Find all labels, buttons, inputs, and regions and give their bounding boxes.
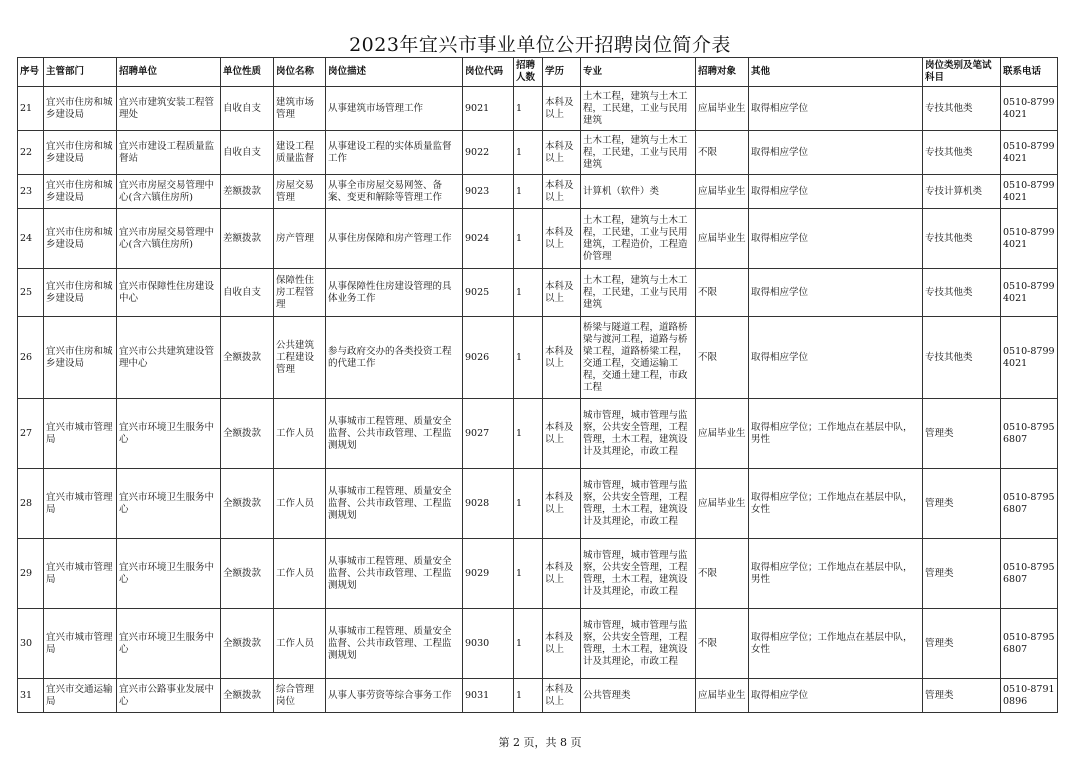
table-cell: 1 (514, 175, 543, 209)
table-cell: 应届毕业生 (696, 679, 749, 713)
table-cell: 宜兴市城市管理局 (44, 609, 117, 679)
table-cell: 不限 (696, 269, 749, 317)
table-cell: 0510-87994021 (1001, 131, 1058, 175)
header-cell: 岗位描述 (326, 58, 463, 87)
table-cell: 1 (514, 679, 543, 713)
header-cell: 联系电话 (1001, 58, 1058, 87)
table-row (18, 87, 1058, 131)
table-cell: 土木工程，建筑与土木工程，工民建，工业与民用建筑 (581, 269, 696, 317)
table-cell: 取得相应学位 (749, 131, 923, 175)
table-cell: 管理类 (923, 679, 1001, 713)
table-cell: 取得相应学位；工作地点在基层中队，男性 (749, 399, 923, 469)
table-cell: 从事城市工程管理、质量安全监督、公共市政管理、工程监测规划 (326, 469, 463, 539)
table-cell: 差额拨款 (221, 209, 274, 269)
table-cell: 1 (514, 399, 543, 469)
table-cell: 从事保障性住房建设管理的具体业务工作 (326, 269, 463, 317)
table-cell: 全额拨款 (221, 317, 274, 399)
table-cell: 管理类 (923, 469, 1001, 539)
table-cell: 取得相应学位；工作地点在基层中队，男性 (749, 539, 923, 609)
table-cell: 本科及以上 (543, 87, 581, 131)
table-cell: 宜兴市环境卫生服务中心 (117, 399, 221, 469)
page-footer: 第 2 页，共 8 页 (498, 736, 582, 749)
table-cell: 取得相应学位 (749, 209, 923, 269)
table-cell: 工作人员 (274, 469, 326, 539)
table-cell: 1 (514, 317, 543, 399)
table-cell: 宜兴市环境卫生服务中心 (117, 539, 221, 609)
table-cell: 1 (514, 269, 543, 317)
table-cell: 1 (514, 87, 543, 131)
table-cell: 本科及以上 (543, 269, 581, 317)
table-cell: 专技其他类 (923, 269, 1001, 317)
table-row (18, 539, 1058, 609)
table-cell: 取得相应学位 (749, 679, 923, 713)
table-cell: 公共建筑工程建设管理 (274, 317, 326, 399)
table-cell: 城市管理，城市管理与监察，公共安全管理，工程管理，土木工程，建筑设计及其理论，市政工程 (581, 469, 696, 539)
table-cell: 土木工程，建筑与土木工程，工民建，工业与民用建筑 (581, 131, 696, 175)
header-cell: 单位性质 (221, 58, 274, 87)
table-row (18, 175, 1058, 209)
table-cell: 9022 (463, 131, 514, 175)
table-cell: 全额拨款 (221, 679, 274, 713)
table-cell: 28 (18, 469, 44, 539)
table-cell: 宜兴市建筑安装工程管理处 (117, 87, 221, 131)
table-cell: 宜兴市城市管理局 (44, 399, 117, 469)
table-cell: 差额拨款 (221, 175, 274, 209)
header-cell: 招聘单位 (117, 58, 221, 87)
table-cell: 专技其他类 (923, 131, 1001, 175)
table-cell: 宜兴市交通运输局 (44, 679, 117, 713)
table-cell: 29 (18, 539, 44, 609)
table-cell: 宜兴市住房和城乡建设局 (44, 87, 117, 131)
table-cell: 1 (514, 469, 543, 539)
table-cell: 取得相应学位 (749, 87, 923, 131)
table-cell: 0510-87910896 (1001, 679, 1058, 713)
table-cell: 宜兴市城市管理局 (44, 539, 117, 609)
table-cell: 9029 (463, 539, 514, 609)
table-cell: 宜兴市房屋交易管理中心(含六镇住房所) (117, 209, 221, 269)
table-cell: 1 (514, 609, 543, 679)
table-cell: 本科及以上 (543, 317, 581, 399)
table-cell: 9030 (463, 609, 514, 679)
table-cell: 从事城市工程管理、质量安全监督、公共市政管理、工程监测规划 (326, 539, 463, 609)
table-cell: 工作人员 (274, 399, 326, 469)
table-cell: 城市管理，城市管理与监察，公共安全管理，工程管理，土木工程，建筑设计及其理论，市政工程 (581, 399, 696, 469)
table-cell: 不限 (696, 131, 749, 175)
table-cell: 取得相应学位 (749, 269, 923, 317)
table-cell: 宜兴市房屋交易管理中心(含六镇住房所) (117, 175, 221, 209)
table-cell: 计算机（软件）类 (581, 175, 696, 209)
table-cell: 全额拨款 (221, 399, 274, 469)
header-cell: 专业 (581, 58, 696, 87)
table-cell: 从事住房保障和房产管理工作 (326, 209, 463, 269)
table-cell: 0510-87994021 (1001, 209, 1058, 269)
table-cell: 综合管理岗位 (274, 679, 326, 713)
table-cell: 23 (18, 175, 44, 209)
table-cell: 从事建设工程的实体质量监督工作 (326, 131, 463, 175)
table-cell: 宜兴市公共建筑建设管理中心 (117, 317, 221, 399)
header-cell: 岗位代码 (463, 58, 514, 87)
table-cell: 9031 (463, 679, 514, 713)
table-cell: 城市管理，城市管理与监察，公共安全管理，工程管理，土木工程，建筑设计及其理论，市政工程 (581, 609, 696, 679)
table-cell: 0510-87956807 (1001, 609, 1058, 679)
table-body (18, 87, 1058, 713)
job-table (17, 57, 1058, 713)
table-cell: 9026 (463, 317, 514, 399)
table-cell: 宜兴市住房和城乡建设局 (44, 317, 117, 399)
table-cell: 宜兴市保障性住房建设中心 (117, 269, 221, 317)
table-cell: 取得相应学位 (749, 175, 923, 209)
table-cell: 专技其他类 (923, 87, 1001, 131)
header-cell: 招聘人数 (514, 58, 543, 87)
table-cell: 本科及以上 (543, 399, 581, 469)
table-cell: 工作人员 (274, 609, 326, 679)
table-cell: 1 (514, 131, 543, 175)
table-cell: 宜兴市住房和城乡建设局 (44, 175, 117, 209)
table-cell: 取得相应学位；工作地点在基层中队，女性 (749, 609, 923, 679)
table-row (18, 469, 1058, 539)
table-cell: 宜兴市公路事业发展中心 (117, 679, 221, 713)
table-cell: 1 (514, 209, 543, 269)
table-cell: 9025 (463, 269, 514, 317)
table-cell: 取得相应学位；工作地点在基层中队，女性 (749, 469, 923, 539)
table-cell: 从事城市工程管理、质量安全监督、公共市政管理、工程监测规划 (326, 399, 463, 469)
table-cell: 从事城市工程管理、质量安全监督、公共市政管理、工程监测规划 (326, 609, 463, 679)
table-cell: 宜兴市环境卫生服务中心 (117, 469, 221, 539)
table-cell: 27 (18, 399, 44, 469)
table-cell: 宜兴市住房和城乡建设局 (44, 131, 117, 175)
table-cell: 宜兴市环境卫生服务中心 (117, 609, 221, 679)
table-cell: 不限 (696, 539, 749, 609)
header-cell: 学历 (543, 58, 581, 87)
table-cell: 本科及以上 (543, 679, 581, 713)
table-cell: 从事全市房屋交易网签、备案、变更和解除等管理工作 (326, 175, 463, 209)
table-cell: 应届毕业生 (696, 209, 749, 269)
table-cell: 0510-87994021 (1001, 175, 1058, 209)
table-cell: 全额拨款 (221, 609, 274, 679)
table-cell: 房产管理 (274, 209, 326, 269)
table-cell: 本科及以上 (543, 469, 581, 539)
table-cell: 0510-87994021 (1001, 269, 1058, 317)
table-cell: 宜兴市住房和城乡建设局 (44, 269, 117, 317)
table-cell: 9023 (463, 175, 514, 209)
table-cell: 9021 (463, 87, 514, 131)
table-cell: 公共管理类 (581, 679, 696, 713)
document-title: 2023年宜兴市事业单位公开招聘岗位简介表 (349, 34, 731, 56)
table-cell: 专技其他类 (923, 317, 1001, 399)
table-cell: 26 (18, 317, 44, 399)
table-cell: 工作人员 (274, 539, 326, 609)
header-cell: 其他 (749, 58, 923, 87)
table-cell: 本科及以上 (543, 609, 581, 679)
table-cell: 24 (18, 209, 44, 269)
table-cell: 应届毕业生 (696, 399, 749, 469)
table-cell: 专技其他类 (923, 209, 1001, 269)
table-cell: 0510-87956807 (1001, 399, 1058, 469)
table-cell: 宜兴市建设工程质量监督站 (117, 131, 221, 175)
table-cell: 管理类 (923, 399, 1001, 469)
header-cell: 岗位名称 (274, 58, 326, 87)
table-cell: 建筑市场管理 (274, 87, 326, 131)
table-cell: 管理类 (923, 609, 1001, 679)
table-cell: 自收自支 (221, 131, 274, 175)
table-cell: 桥梁与隧道工程，道路桥梁与渡河工程，道路与桥梁工程，道路桥梁工程，交通工程，交通运输工程，交通土建工程，市政工程 (581, 317, 696, 399)
table-row (18, 679, 1058, 713)
table-cell: 建设工程质量监督 (274, 131, 326, 175)
table-header-row (18, 58, 1058, 87)
table-row (18, 269, 1058, 317)
table-cell: 自收自支 (221, 87, 274, 131)
table-cell: 从事人事劳资等综合事务工作 (326, 679, 463, 713)
table-cell: 0510-87956807 (1001, 539, 1058, 609)
table-cell: 0510-87994021 (1001, 87, 1058, 131)
table-cell: 城市管理，城市管理与监察，公共安全管理，工程管理，土木工程，建筑设计及其理论，市政工程 (581, 539, 696, 609)
table-cell: 宜兴市住房和城乡建设局 (44, 209, 117, 269)
table-row (18, 131, 1058, 175)
table-cell: 管理类 (923, 539, 1001, 609)
table-cell: 本科及以上 (543, 209, 581, 269)
table-cell: 本科及以上 (543, 131, 581, 175)
table-cell: 21 (18, 87, 44, 131)
table-row (18, 209, 1058, 269)
table-cell: 25 (18, 269, 44, 317)
table-cell: 不限 (696, 609, 749, 679)
table-cell: 0510-87994021 (1001, 317, 1058, 399)
table-cell: 本科及以上 (543, 539, 581, 609)
table-cell: 宜兴市城市管理局 (44, 469, 117, 539)
table-cell: 9028 (463, 469, 514, 539)
header-cell: 序号 (18, 58, 44, 87)
table-cell: 土木工程，建筑与土木工程，工民建，工业与民用建筑，工程造价，工程造价管理 (581, 209, 696, 269)
table-cell: 全额拨款 (221, 539, 274, 609)
table-cell: 土木工程，建筑与土木工程，工民建，工业与民用建筑 (581, 87, 696, 131)
table-cell: 0510-87956807 (1001, 469, 1058, 539)
header-cell: 招聘对象 (696, 58, 749, 87)
table-cell: 专技计算机类 (923, 175, 1001, 209)
table-cell: 不限 (696, 317, 749, 399)
table-cell: 应届毕业生 (696, 469, 749, 539)
table-cell: 应届毕业生 (696, 87, 749, 131)
table-cell: 参与政府交办的各类投资工程的代建工作 (326, 317, 463, 399)
table-cell: 1 (514, 539, 543, 609)
table-cell: 本科及以上 (543, 175, 581, 209)
table-row (18, 399, 1058, 469)
header-cell: 岗位类别及笔试科目 (923, 58, 1001, 87)
table-row (18, 317, 1058, 399)
table-cell: 保障性住房工程管理 (274, 269, 326, 317)
table-cell: 取得相应学位 (749, 317, 923, 399)
table-cell: 30 (18, 609, 44, 679)
table-cell: 9024 (463, 209, 514, 269)
table-cell: 自收自支 (221, 269, 274, 317)
table-cell: 全额拨款 (221, 469, 274, 539)
table-cell: 31 (18, 679, 44, 713)
header-cell: 主管部门 (44, 58, 117, 87)
table-cell: 22 (18, 131, 44, 175)
table-cell: 应届毕业生 (696, 175, 749, 209)
table-cell: 从事建筑市场管理工作 (326, 87, 463, 131)
table-cell: 9027 (463, 399, 514, 469)
table-row (18, 609, 1058, 679)
table-cell: 房屋交易管理 (274, 175, 326, 209)
